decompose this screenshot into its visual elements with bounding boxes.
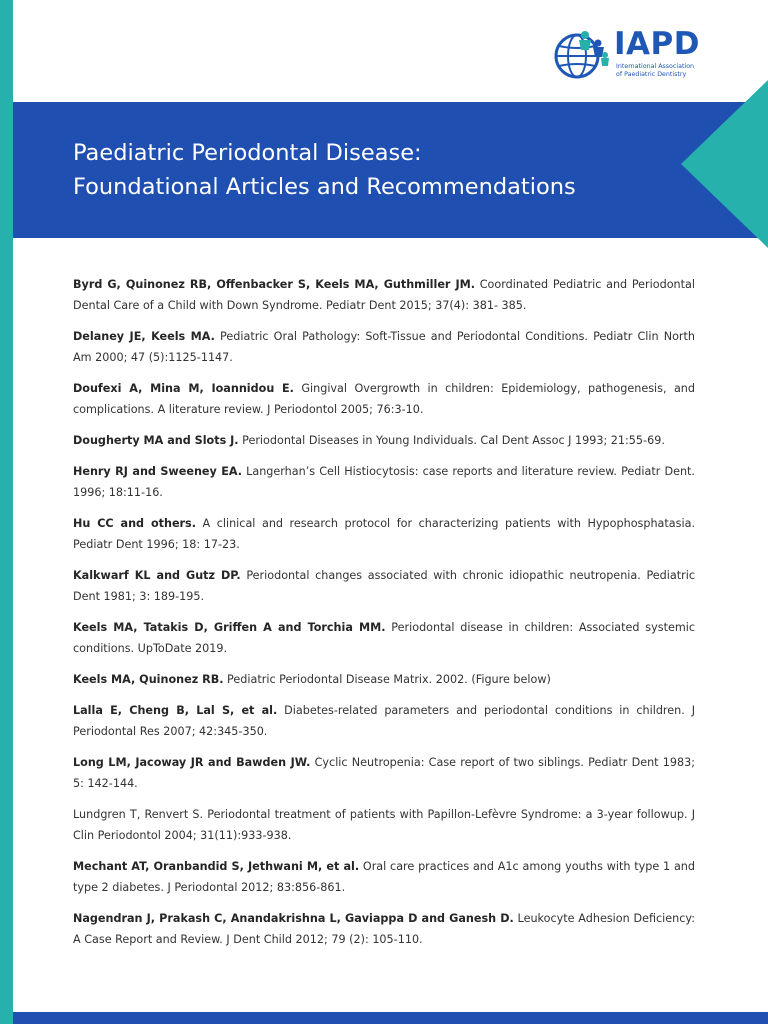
reference-item (73, 565, 695, 607)
reference-text: Pediatric Oral Pathology: Soft-Tissue and Periodontal Conditions. Pediatr Clin North Am 2000; 47 (5):1125-1147. (73, 330, 695, 364)
page-title (73, 136, 576, 204)
reference-list (73, 274, 695, 960)
footer-bar (13, 1012, 768, 1024)
reference-text: Pediatric Periodontal Disease Matrix. 2002. (Figure below) (223, 673, 551, 686)
reference-text: Diabetes-related parameters and periodontal conditions in children. J Periodontal Res 2007; 42:345-350. (73, 704, 695, 738)
reference-item (73, 617, 695, 659)
reference-item (73, 326, 695, 368)
reference-authors: Delaney JE, Keels MA. (73, 330, 215, 343)
logo-subtitle-line-2: of Paediatric Dentistry (616, 71, 687, 78)
title-line-1: Paediatric Periodontal Disease: (73, 140, 422, 166)
reference-text: Periodontal disease in children: Associated systemic conditions. UpToDate 2019. (73, 621, 695, 655)
reference-text: Langerhan’s Cell Histiocytosis: case reports and literature review. Pediatr Dent. 1996; 18:11-16. (73, 465, 695, 499)
reference-item (73, 669, 695, 690)
reference-authors: Byrd G, Quinonez RB, Offenbacker S, Keels MA, Guthmiller JM. (73, 278, 476, 291)
reference-text: Oral care practices and A1c among youths with type 1 and type 2 diabetes. J Periodontal 2012; 83:856-861. (73, 860, 695, 894)
left-accent-bar (0, 0, 13, 1024)
reference-authors: Keels MA, Tatakis D, Griffen A and Torchia MM. (73, 621, 386, 634)
logo-subtitle-line-1: International Association (616, 63, 695, 70)
reference-authors: Kalkwarf KL and Gutz DP. (73, 569, 241, 582)
reference-authors: Lalla E, Cheng B, Lal S, et al. (73, 704, 278, 717)
title-line-2: Foundational Articles and Recommendations (73, 174, 576, 200)
reference-item (73, 378, 695, 420)
reference-item (73, 908, 695, 950)
reference-item (73, 274, 695, 316)
reference-authors: Mechant AT, Oranbandid S, Jethwani M, et al. (73, 860, 360, 873)
reference-authors: Henry RJ and Sweeney EA. (73, 465, 242, 478)
reference-authors: Doufexi A, Mina M, Ioannidou E. (73, 382, 294, 395)
reference-item (73, 461, 695, 503)
reference-text: Coordinated Pediatric and Periodontal Dental Care of a Child with Down Syndrome. Pediatr Dent 2015; 37(4): 381- 385. (73, 278, 695, 312)
reference-item (73, 856, 695, 898)
reference-item (73, 513, 695, 555)
reference-text: Cyclic Neutropenia: Case report of two siblings. Pediatr Dent 1983; 5: 142-144. (73, 756, 695, 790)
reference-item (73, 700, 695, 742)
reference-text: Gingival Overgrowth in children: Epidemiology, pathogenesis, and complications. A literature review. J Periodontol 2005; 76:3-10. (73, 382, 695, 416)
reference-authors: Keels MA, Quinonez RB. (73, 673, 224, 686)
reference-text: Periodontal Diseases in Young Individuals. Cal Dent Assoc J 1993; 21:55-69. (238, 434, 665, 447)
reference-authors: Long LM, Jacoway JR and Bawden JW. (73, 756, 311, 769)
reference-text: Lundgren T, Renvert S. Periodontal treatment of patients with Papillon-Lefèvre Syndrome: a 3-year followup. J Clin Periodontol 2004; 31(11):933-938. (73, 808, 695, 842)
teal-arrow-decoration (681, 80, 768, 248)
reference-item (73, 430, 695, 451)
reference-text: Periodontal changes associated with chronic idiopathic neutropenia. Pediatric Dent 1981; 3: 189-195. (73, 569, 695, 603)
reference-text: Leukocyte Adhesion Deficiency: A Case Report and Review. J Dent Child 2012; 79 (2): 105-110. (73, 912, 695, 946)
reference-authors: Dougherty MA and Slots J. (73, 434, 239, 447)
reference-item (73, 804, 695, 846)
reference-authors: Nagendran J, Prakash C, Anandakrishna L, Gaviappa D and Ganesh D. (73, 912, 514, 925)
reference-item (73, 752, 695, 794)
reference-authors: Hu CC and others. (73, 517, 196, 530)
reference-text: A clinical and research protocol for characterizing patients with Hypophosphatasia. Pediatr Dent 1996; 18: 17-23. (73, 517, 696, 551)
logo-subtitle (616, 63, 706, 79)
logo-wordmark: IAPD (614, 26, 700, 62)
